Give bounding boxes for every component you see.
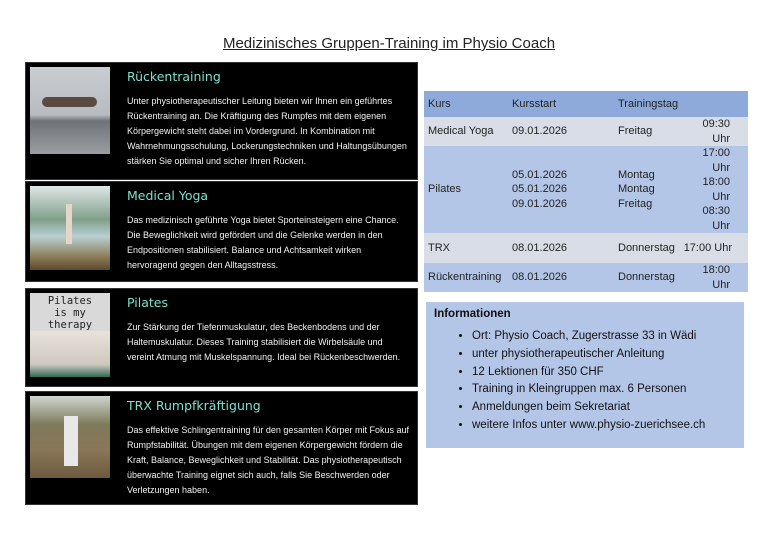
cell-zeit: 09:30 Uhr (702, 118, 730, 145)
info-item: • unter physiotherapeutischer Anleitung (472, 346, 736, 364)
zeit-line: 08:30 Uhr (702, 205, 730, 232)
yoga-photo (30, 186, 110, 270)
cell-tag (614, 146, 679, 233)
cell-kurs: Pilates (428, 183, 462, 196)
header-kurs: Kurs (428, 97, 451, 110)
start-line: 05.01.2026 (512, 183, 568, 196)
start-line: 05.01.2026 (512, 168, 568, 181)
cell-tag: Donnerstag (618, 271, 675, 284)
card-title: Medical Yoga (127, 188, 209, 203)
card-text: Das effektive Schlingentraining für den gesamten Körper mit Fokus auf Rumpfstabilität. Übungen mit dem eigenen Körpergewicht fördern die Kraft, Balance, Beweglichkeit und Stabilität. Das physiotherapeutisch überwachte Training eignet sich auch, falls Sie Beschwerden oder Verletzungen haben. (127, 425, 409, 495)
cell-tag: Donnerstag (618, 241, 675, 254)
tag-line: Montag (618, 168, 655, 181)
table-row (424, 263, 748, 292)
cell-start: 08.01.2026 (512, 241, 568, 254)
card-text: Das medizinisch geführte Yoga bietet Sporteinsteigern eine Chance. Die Beweglichkeit wird gefördert und die Gelenke werden in den Endpositionen stabilisiert. Balance und Achtsamkeit wirken hervoragend gegen den Alltagsstress. (127, 215, 399, 270)
card-pilates (25, 288, 418, 387)
cell-zeit (679, 146, 748, 233)
tag-line: Montag (618, 183, 655, 196)
card-rueckentraining (25, 62, 418, 180)
card-title: Rückentraining (127, 69, 221, 84)
info-item: • Ort: Physio Coach, Zugerstrasse 33 in Wädi (472, 328, 736, 346)
cell-kurs: Rückentraining (428, 271, 502, 284)
trx-photo (30, 396, 110, 478)
cell-start: 08.01.2026 (512, 271, 568, 284)
cell-kurs: TRX (428, 241, 450, 254)
info-item: • 12 Lektionen für 350 CHF (472, 364, 736, 382)
cell-zeit: 17:00 Uhr (683, 241, 732, 254)
pilates-image-text: Pilates is my therapy (47, 295, 93, 331)
zeit-line: 18:00 Uhr (702, 176, 730, 203)
cell-zeit: 18:00 Uhr (702, 264, 730, 291)
start-line: 09.01.2026 (512, 197, 568, 210)
header-kursstart: Kursstart (512, 97, 557, 110)
card-trx (25, 391, 418, 505)
cell-tag: Freitag (618, 125, 653, 138)
table-row (424, 146, 748, 233)
table-row (424, 233, 748, 263)
table-header (424, 91, 748, 117)
info-item: • Anmeldungen beim Sekretariat (472, 399, 736, 417)
cell-start (508, 146, 614, 233)
card-text: Unter physiotherapeutischer Leitung bieten wir Ihnen ein geführtes Rückentraining an. Die Kräftigung des Rumpfes mit dem eigenen Körpergewicht steht dabei im Vordergrund. In Kombination mit Wahrnehmungsschulung, Lockerungstechniken und Haltungsübungen stärken Sie optimal und sicher Ihren Rücken. (127, 96, 407, 166)
card-text: Zur Stärkung der Tiefenmuskulatur, des Beckenbodens und der Haltemuskulatur. Dieses Training stabilisiert die Wirbelsäule und vereint Atmung mit Muskelspannung. Ideal bei Rückenbeschwerden. (127, 322, 401, 362)
plank-photo (30, 67, 110, 154)
page-title: Medizinisches Gruppen-Training im Physio Coach (222, 35, 556, 52)
info-box (426, 302, 744, 448)
info-title: Informationen (434, 308, 511, 320)
cell-start: 09.01.2026 (512, 125, 568, 138)
card-title: Pilates (127, 295, 168, 310)
table-row (424, 117, 748, 146)
zeit-line: 17:00 Uhr (702, 147, 730, 174)
info-item-website: • weitere Infos unter www.physio-zuerichsee.ch (472, 417, 736, 435)
card-title: TRX Rumpfkräftigung (127, 398, 261, 413)
cell-kurs: Medical Yoga (428, 125, 494, 138)
info-list (472, 328, 736, 435)
card-medical-yoga (25, 181, 418, 282)
tag-line: Freitag (618, 197, 653, 210)
header-trainingstag: Trainingstag (618, 97, 679, 110)
schedule-table (424, 91, 748, 292)
info-item: • Training in Kleingruppen max. 6 Personen (472, 381, 736, 399)
pilates-photo (30, 293, 110, 377)
